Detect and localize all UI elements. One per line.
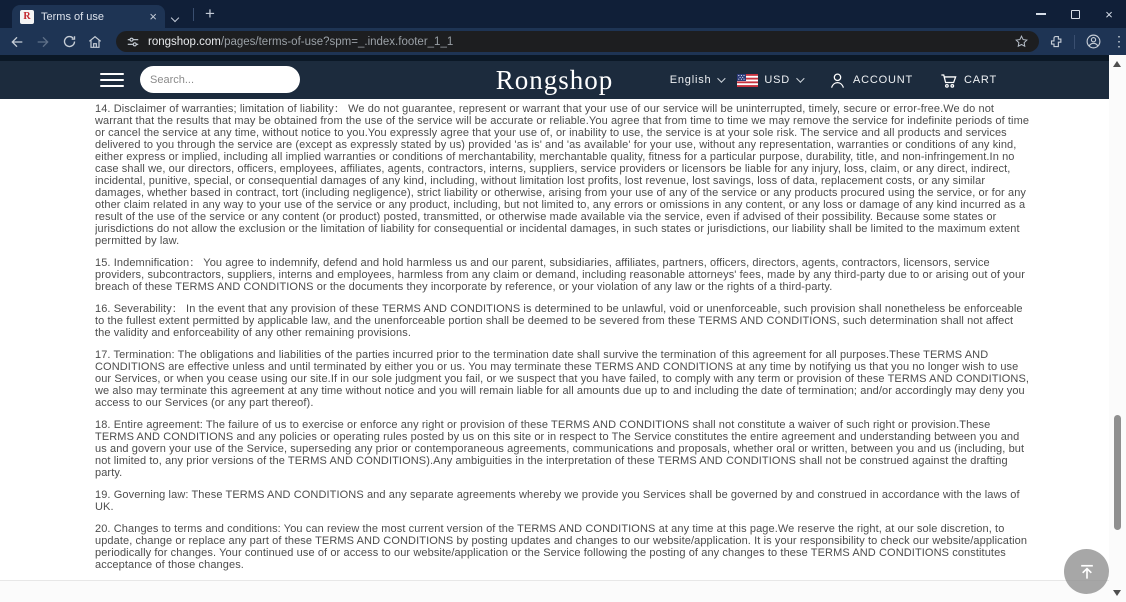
site-favicon: R: [20, 10, 34, 24]
address-bar[interactable]: [116, 31, 1039, 52]
terms-paragraph-19: 19. Governing law: These TERMS AND CONDITIONS and any separate agreements whereby we provide you Services shall be governed by and construed in accordance with the laws of UK.: [95, 489, 1020, 513]
extensions-icon[interactable]: [1049, 34, 1064, 49]
home-button[interactable]: [82, 31, 108, 53]
language-label: English: [669, 74, 712, 86]
site-header: [0, 61, 1109, 99]
account-icon: [828, 71, 847, 90]
refresh-icon: [62, 34, 77, 49]
tab-close-icon[interactable]: ×: [149, 9, 157, 24]
url-domain: rongshop.com: [148, 35, 221, 48]
terms-paragraph-17: 17. Termination: The obligations and liabilities of the parties incurred prior to the termination date shall survive the termination of this agreement for all purposes.These TERMS AND CONDITIONS are effective unless and until terminated by either you or us. You may terminate these TERMS AND CONDITIONS at any time by notifying us that you no longer wish to use our Services, or when you cease using our site.If in our sole judgment you fail, or we suspect that you have failed, to comply with any term or provision of these TERMS AND CONDITIONS, we also may terminate this agreement at any time without notice and you will remain liable for all amounts due up to and including the date of termination; and/or accordingly may deny you access to our Services (or any part thereof).: [95, 349, 1030, 409]
chevron-down-icon: [718, 74, 726, 82]
site-settings-icon[interactable]: [126, 35, 140, 49]
browser-menu-icon[interactable]: ⋮: [1112, 33, 1126, 49]
browser-tab-strip: [0, 0, 1126, 28]
us-flag-icon: [737, 74, 758, 87]
scrollbar-thumb[interactable]: [1114, 415, 1121, 530]
bookmark-star-icon[interactable]: [1014, 34, 1029, 49]
url-text: [148, 36, 1006, 48]
page-scrollbar[interactable]: [1109, 55, 1126, 602]
profile-icon[interactable]: [1085, 33, 1102, 50]
toolbar-right-icons: [1049, 33, 1126, 50]
footer-divider: [0, 580, 1109, 602]
window-controls: [1024, 0, 1126, 28]
account-label: ACCOUNT: [853, 74, 914, 86]
search-input[interactable]: [150, 74, 292, 86]
forward-button[interactable]: [30, 31, 56, 53]
refresh-button[interactable]: [56, 31, 82, 53]
forward-icon: [35, 34, 51, 50]
browser-tab[interactable]: [12, 5, 165, 28]
terms-paragraph-18: 18. Entire agreement: The failure of us to exercise or enforce any right or provision of these TERMS AND CONDITIONS shall not constitute a waiver of such right or provision.These TERMS AND CONDITIONS and any policies or operating rules posted by us on this site or in respect to The Service constitutes the entire agreement and understanding between you and us and govern your use of the Service, superseding any prior or contemporaneous agreements, communications and proposals, whether oral or written, between you and us (including, but not limited to, any prior versions of the TERMS AND CONDITIONS).Any ambiguities in the interpretation of these TERMS AND CONDITIONS shall not be construed against the drafting party.: [95, 419, 1025, 479]
language-selector[interactable]: [670, 74, 724, 86]
home-icon: [87, 34, 103, 50]
site-logo: Rongshop: [495, 64, 614, 95]
restore-button[interactable]: [1058, 0, 1092, 28]
cart-button[interactable]: [939, 71, 997, 90]
minimize-button[interactable]: [1024, 0, 1058, 28]
scroll-to-top-icon: [1077, 562, 1097, 582]
browser-toolbar: [0, 28, 1126, 55]
cart-label: CART: [964, 74, 997, 86]
chevron-down-icon: [796, 74, 804, 82]
menu-hamburger-icon[interactable]: [100, 73, 124, 87]
url-path: /pages/terms-of-use?spm=_.index.footer_1_1: [220, 35, 454, 48]
close-button[interactable]: ×: [1105, 6, 1113, 22]
tab-search-chevron-icon[interactable]: [172, 8, 184, 20]
terms-paragraph-20: 20. Changes to terms and conditions: You can review the most current version of the TERMS AND CONDITIONS at any time at this page.We reserve the right, at our sole discretion, to update, change or replace any part of these TERMS AND CONDITIONS by posting updates and changes to our website/application. It is your responsibility to check our website/application periodically for changes. Your continued use of or access to our website/application or the Service following the posting of any changes to these TERMS AND CONDITIONS constitutes acceptance of those changes.: [95, 523, 1028, 571]
currency-selector[interactable]: [737, 74, 802, 87]
search-box[interactable]: [140, 66, 300, 93]
account-button[interactable]: [828, 71, 913, 90]
tab-title: Terms of use: [41, 10, 104, 23]
header-controls: [670, 61, 997, 99]
toolbar-separator: [1074, 35, 1075, 49]
cart-icon: [939, 71, 958, 90]
scrollbar-down-arrow[interactable]: [1113, 590, 1121, 596]
terms-paragraph-15: 15. Indemnification： You agree to indemnify, defend and hold harmless us and our parent, subsidiaries, affiliates, partners, officers, directors, agents, contractors, licensors, service providers, subcontractors, suppliers, interns and employees, harmless from any claim or demand, including reasonable attorneys' fees, made by any third-party due to or arising out of your breach of these TERMS AND CONDITIONS or the documents they incorporate by reference, or your violation of any law or the rights of a third-party.: [95, 257, 1025, 293]
back-icon: [9, 34, 25, 50]
back-button[interactable]: [4, 31, 30, 53]
terms-paragraph-14: 14. Disclaimer of warranties; limitation of liability： We do not guarantee, represent or warrant that your use of our service will be uninterrupted, timely, secure or error-free.We do not warrant that the results that may be obtained from the use of the service will be accurate or reliable.You agree that from time to time we may remove the service for indefinite periods of time or cancel the service at any time, without notice to you.You expressly agree that your use of, or inability to use, the service is at your sole risk. The service and all products and services delivered to you through the service are (except as expressly stated by us) provided 'as is' and 'as available' for your use, without any representation, warranties or conditions of any kind, either express or implied, including all implied warranties or conditions of merchantability, merchantable quality, fitness for a particular purpose, durability, title, and non-infringement.In no case shall we, our directors, officers, employees, affiliates, agents, contractors, interns, suppliers, service providers or licensors be liable for any injury, loss, claim, or any direct, indirect, incidental, punitive, special, or consequential damages of any kind, including, without limitation lost profits, lost revenue, lost savings, loss of data, replacement costs, or any similar damages, whether based in contract, tort (including negligence), strict liability or otherwise, arising from your use of any of the service or any products procured using the service, or for any other claim related in any way to your use of the service or any product, including, but not limited to, any errors or omissions in any content, or any loss or damage of any kind incurred as a result of the use of the service or any content (or product) posted, transmitted, or otherwise made available via the service, even if advised of their possibility. Because some states or jurisdictions do not allow the exclusion or the limitation of liability for consequential or incidental damages, in such states or jurisdictions, our liability shall be limited to the maximum extent permitted by law.: [95, 103, 1030, 247]
tab-separator: [193, 8, 194, 21]
new-tab-button[interactable]: +: [205, 4, 215, 23]
currency-label: USD: [764, 74, 791, 86]
terms-content: [95, 103, 1031, 577]
scrollbar-up-arrow[interactable]: [1113, 61, 1121, 67]
scroll-to-top-button[interactable]: [1064, 549, 1109, 594]
terms-paragraph-16: 16. Severability： In the event that any provision of these TERMS AND CONDITIONS is determined to be unlawful, void or unenforceable, such provision shall nonetheless be enforceable to the fullest extent permitted by applicable law, and the unenforceable portion shall be deemed to be severed from these TERMS AND CONDITIONS, such determination shall not affect the validity and enforceability of any other remaining provisions.: [95, 303, 1023, 339]
